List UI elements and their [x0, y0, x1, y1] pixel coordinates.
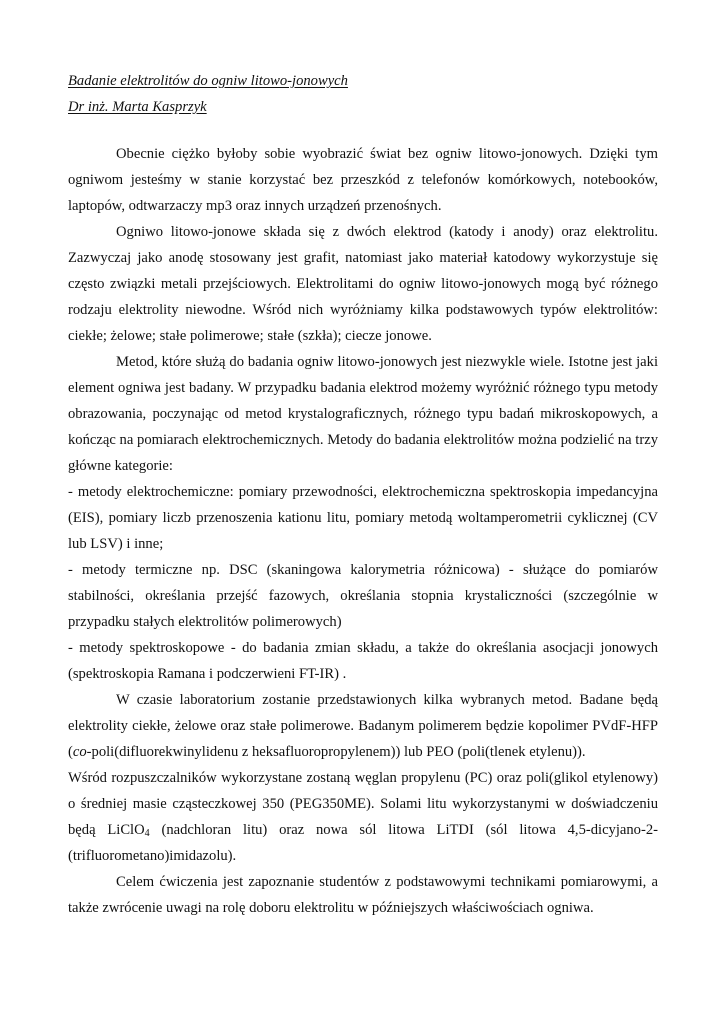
list-item-electrochemical: - metody elektrochemiczne: pomiary przewodności, elektrochemiczna spektroskopia impedancyjna (EIS), pomiary liczb przenoszenia kationu litu, pomiary metodą woltamperometrii cyklicznej (CV lub LSV) i inne; — [68, 484, 658, 552]
paragraph-laboratory-text-a: W czasie laboratorium zostanie przedstawionych kilka wybranych metod. Badane będą elektrolity ciekłe, żelowe oraz stałe polimerowe. Badanym polimerem będzie kopolimer PVdF-HFP ( — [68, 692, 658, 760]
document-author: Dr inż. Marta Kasprzyk — [68, 99, 207, 115]
list-item-spectroscopic: - metody spektroskopowe - do badania zmian składu, a także do określania asocjacji jonowych (spektroskopia Ramana i podczerwieni FT-IR) . — [68, 640, 658, 682]
paragraph-laboratory — [68, 687, 658, 765]
paragraph-cell-structure: Ogniwo litowo-jonowe składa się z dwóch elektrod (katody i anody) oraz elektrolitu. Zazwyczaj jako anodę stosowany jest grafit, natomiast jako materiał katodowy wykorzystuje się często związki metali przejściowych. Elektrolitami do ogniw litowo-jonowych mogą być różnego rodzaju elektrolity niewodne. Wśród nich wyróżniamy kilka podstawowych typów elektrolitów: ciekłe; żelowe; stałe polimerowe; stałe (szkła); ciecze jonowe. — [68, 224, 658, 344]
document-header — [68, 68, 658, 120]
paragraph-goal: Celem ćwiczenia jest zapoznanie studentów z podstawowymi technikami pomiarowymi, a także zwrócenie uwagi na rolę doboru elektrolitu w późniejszych właściwościach ogniwa. — [68, 874, 658, 916]
paragraph-solvents-text-b: (nadchloran litu) oraz nowa sól litowa LiTDI (sól litowa 4,5-dicyjano-2-(trifluorometano)imidazolu). — [68, 822, 658, 864]
document-body — [68, 141, 658, 921]
list-item-thermal: - metody termiczne np. DSC (skaningowa kalorymetria różnicowa) - służące do pomiarów stabilności, określania przejść fazowych, określania stopnia krystaliczności (szczególnie w przypadku stałych elektrolitów polimerowych) — [68, 562, 658, 630]
document-title: Badanie elektrolitów do ogniw litowo-jonowych — [68, 73, 348, 89]
paragraph-methods: Metod, które służą do badania ogniw litowo-jonowych jest niezwykle wiele. Istotne jest jaki element ogniwa jest badany. W przypadku badania elektrod możemy wyróżnić różnego typu metody obrazowania, poczynając od metod krystalograficznych, różnego typu badań mikroskopowych, a kończąc na pomiarach elektrochemicznych. Metody do badania elektrolitów można podzielić na trzy główne kategorie: — [68, 354, 658, 474]
paragraph-laboratory-text-b: -poli(difluorekwinylidenu z heksafluoropropylenem)) lub PEO (poli(tlenek etylenu)). — [86, 744, 586, 760]
paragraph-laboratory-co: co — [72, 744, 87, 760]
paragraph-solvents-text-a: Wśród rozpuszczalników wykorzystane zostaną węglan propylenu (PC) oraz poli(glikol etylenowy) o średniej masie cząsteczkowej 350 (PEG350ME). Solami litu wykorzystanymi w doświadczeniu będą LiClO — [68, 770, 658, 838]
paragraph-intro: Obecnie ciężko byłoby sobie wyobrazić świat bez ogniw litowo-jonowych. Dzięki tym ogniwom jesteśmy w stanie korzystać bez przeszkód z telefonów komórkowych, notebooków, laptopów, odtwarzaczy mp3 oraz innych urządzeń przenośnych. — [68, 146, 658, 214]
paragraph-solvents-subscript: 4 — [144, 828, 150, 839]
paragraph-solvents — [68, 765, 658, 869]
